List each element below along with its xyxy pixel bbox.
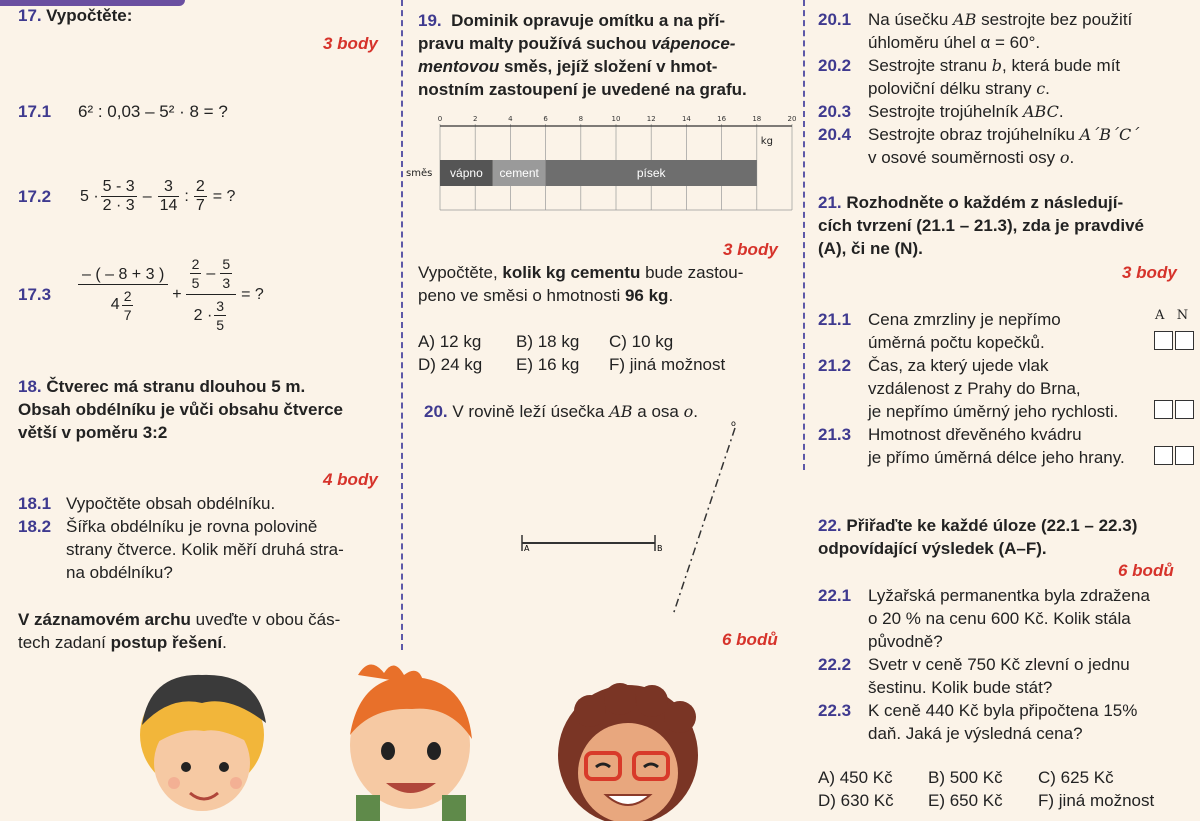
task-21-intro: 21. Rozhodněte o každém z následují- cích tvrzení (21.1 – 21.3), zda je pravdivé (A), či ne (N). — [818, 193, 1144, 258]
checkbox-n[interactable] — [1175, 400, 1194, 419]
points-label: 6 bodů — [1118, 561, 1174, 580]
task-22-subtasks: 22.1 Lyžařská permanentka byla zdražena o 20 % na cenu 600 Kč. Kolik stála původně? 22.2 Svetr v ceně 750 Kč zlevní o jednu šestinu. Kolik bude stát? 22.3 K ceně 440 Kč byla připočtena 15% daň. Jaká je výsledná cena? — [818, 586, 1150, 743]
x-tick-label: 8 — [578, 115, 584, 123]
x-tick-label: 4 — [508, 115, 513, 123]
x-tick-label: 16 — [717, 115, 727, 123]
construction-figure — [510, 410, 760, 620]
task-17-2: 17.2 5 · $\frac{5 - 3}{2 \cdot 3}$ – $\frac{3}{14}$ : $\frac{2}{7}$ = ? — [18, 178, 236, 214]
axis-o-label: o — [731, 419, 736, 428]
girl-character-left — [140, 675, 266, 811]
mixture-chart — [400, 110, 800, 220]
points-label: 3 body — [1122, 263, 1177, 282]
column-divider — [401, 0, 403, 650]
task-17-heading: 17. Vypočtěte: — [18, 6, 133, 25]
option-e: E) 16 kg — [516, 355, 580, 374]
option-d: D) 24 kg — [418, 355, 483, 374]
category-label: směs — [406, 168, 433, 179]
bar-label: cement — [499, 166, 539, 180]
bar-label: písek — [636, 166, 666, 180]
checkbox-n[interactable] — [1175, 446, 1194, 465]
task-18-note: V záznamovém archu uveďte v obou čás- tech zadaní postup řešení. — [18, 610, 341, 652]
option-d: D) 630 Kč — [818, 791, 894, 810]
axis-o — [673, 428, 735, 615]
task-17-3: 17.3 – ( – 8 + 3 ) 4 $\frac{2}{7}$ + $\frac{2}{5}$ – $\frac{5}{3}$ 2 · $\frac{3}{5}$ = ? — [18, 256, 264, 333]
checkbox-a[interactable] — [1154, 331, 1173, 350]
answer-boxes-21-2 — [1152, 400, 1194, 424]
task-17-1: 17.1 6² : 0,03 – 5² · 8 = ? — [18, 101, 228, 121]
x-tick-label: 12 — [646, 115, 656, 123]
task-19-question: Vypočtěte, kolik kg cementu bude zastou- peno ve směsi o hmotnosti 96 kg. — [418, 263, 744, 305]
option-e: E) 650 Kč — [928, 791, 1003, 810]
children-illustration — [120, 655, 700, 821]
points-label: 3 body — [723, 240, 778, 259]
answer-boxes-21-3 — [1152, 446, 1194, 470]
task-18-intro: 18. Čtverec má stranu dlouhou 5 m. Obsah obdélníku je vůči obsahu čtverce větší v poměru 3:2 — [18, 377, 343, 442]
x-tick-label: 6 — [543, 115, 548, 123]
points-label: 6 bodů — [722, 630, 778, 649]
option-b: B) 500 Kč — [928, 768, 1003, 787]
task-21-statements: 21.1 Cena zmrzliny je nepřímo úměrná počtu kopečků. 21.2 Čas, za který ujede vlak vzdálenost z Prahy do Brna, je nepřímo úměrný jeho rychlosti. 21.3 Hmotnost dřevěného kvádru je přímo úměrná délce jeho hrany. — [818, 310, 1125, 467]
column-an-header: A N — [1155, 308, 1189, 323]
task-19-intro: 19. Dominik opravuje omítku a na pří- pravu malty používá suchou vápenoce- mentovou směs, jejíž složení v hmot- nostním zastoupení je uvedené na grafu. — [418, 11, 747, 99]
girl-character-right — [558, 683, 698, 821]
task-19-options — [418, 330, 725, 376]
points-label: 3 body — [323, 34, 378, 53]
option-f: F) jiná možnost — [609, 355, 726, 374]
task-20-subtasks: 20.1 Na úsečku AB sestrojte bez použití úhloměru úhel α = 60°. 20.2 Sestrojte stranu b, která bude mít poloviční délku strany c. 20.3 Sestrojte trojúhelník ABC. 20.4 Sestrojte obraz trojúhelníku A´B´C´ v osové souměrnosti osy o. — [818, 10, 1140, 167]
x-unit-label: kg — [760, 136, 773, 147]
checkbox-n[interactable] — [1175, 331, 1194, 350]
x-tick-label: 10 — [611, 115, 621, 123]
point-a-label: A — [524, 544, 530, 553]
task-20-intro: 20. V rovině leží úsečka AB a osa o. — [424, 402, 698, 421]
option-b: B) 18 kg — [516, 332, 580, 351]
option-c: C) 10 kg — [609, 332, 674, 351]
checkbox-a[interactable] — [1154, 400, 1173, 419]
x-tick-label: 0 — [437, 115, 443, 123]
answer-boxes-21-1 — [1152, 331, 1194, 355]
x-tick-label: 14 — [681, 115, 691, 123]
points-label: 4 body — [323, 470, 378, 489]
x-tick-label: 2 — [472, 115, 478, 123]
boy-character — [350, 664, 472, 821]
option-c: C) 625 Kč — [1038, 768, 1114, 787]
column-divider — [803, 0, 805, 470]
checkbox-a[interactable] — [1154, 446, 1173, 465]
task-22-intro: 22. Přiřaďte ke každé úloze (22.1 – 22.3) odpovídající výsledek (A–F). — [818, 516, 1138, 558]
option-a: A) 12 kg — [418, 332, 482, 351]
task-18-subtasks: 18.1 Vypočtěte obsah obdélníku. 18.2 Šířka obdélníku je rovna polovině strany čtverce. Kolik měří druhá stra- na obdélníku? — [18, 494, 344, 582]
option-f: F) jiná možnost — [1038, 791, 1155, 810]
point-b-label: B — [657, 544, 663, 553]
x-tick-label: 20 — [787, 115, 797, 123]
option-a: A) 450 Kč — [818, 768, 893, 787]
bar-label: vápno — [450, 166, 483, 180]
task-22-options — [818, 766, 1154, 812]
x-tick-label: 18 — [752, 115, 762, 123]
